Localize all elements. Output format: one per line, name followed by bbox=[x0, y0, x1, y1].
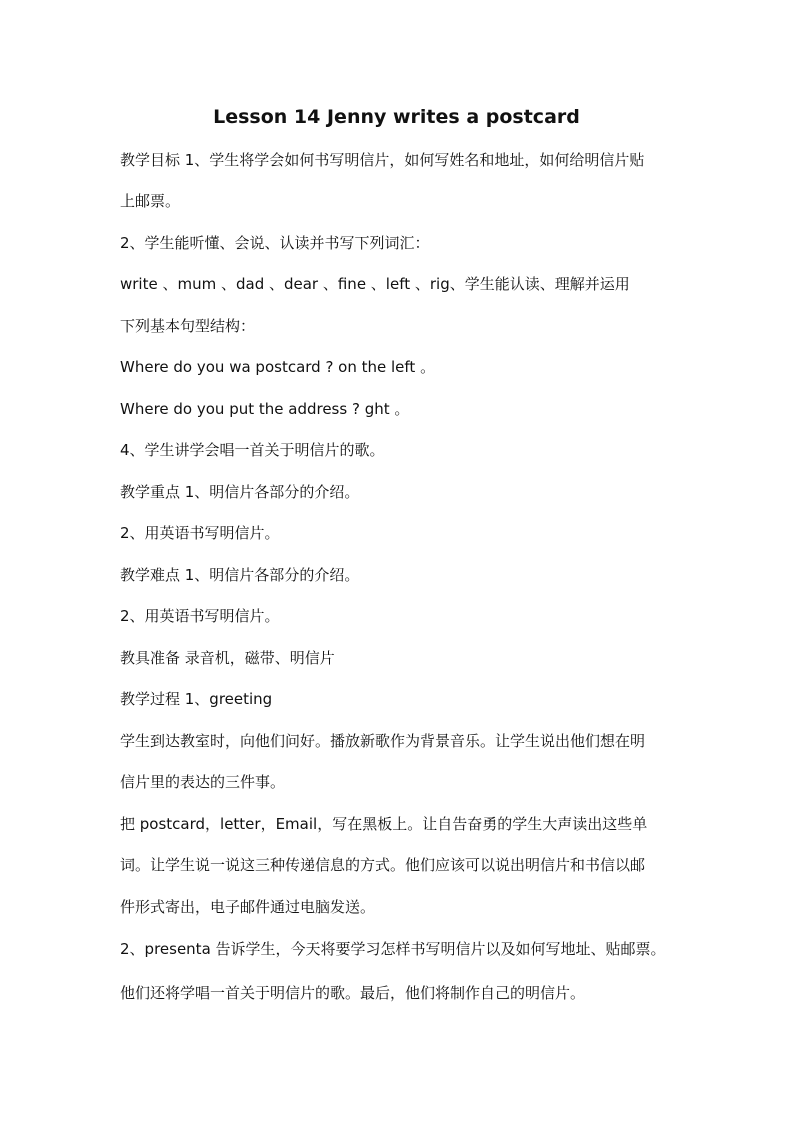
text-line: write 、mum 、dad 、dear 、fine 、left 、rig、学生能认读、理解并运用 bbox=[120, 275, 630, 293]
document-title: Lesson 14 Jenny writes a postcard bbox=[213, 106, 580, 128]
text-line: 件形式寄出，电子邮件通过电脑发送。 bbox=[120, 898, 376, 916]
text-line: 他们还将学唱一首关于明信片的歌。最后，他们将制作自己的明信片。 bbox=[120, 984, 586, 1002]
text-line: 教具准备 录音机，磁带、明信片 bbox=[120, 649, 335, 667]
text-line: 2、presenta 告诉学生，今天将要学习怎样书写明信片以及如何写地址、贴邮票。 bbox=[120, 940, 666, 958]
text-line: 2、用英语书写明信片。 bbox=[120, 524, 280, 542]
text-line: 上邮票。 bbox=[120, 192, 181, 210]
text-line: 教学重点 1、明信片各部分的介绍。 bbox=[120, 483, 360, 501]
text-line: Where do you wa postcard ? on the left 。 bbox=[120, 358, 436, 376]
text-line: 教学难点 1、明信片各部分的介绍。 bbox=[120, 566, 360, 584]
text-line: 把 postcard，letter，Email，写在黑板上。让自告奋勇的学生大声读出这些单 bbox=[120, 815, 648, 833]
text-line: 教学目标 1、学生将学会如何书写明信片，如何写姓名和地址，如何给明信片贴 bbox=[120, 151, 645, 169]
text-line: 学生到达教室时，向他们问好。播放新歌作为背景音乐。让学生说出他们想在明 bbox=[120, 732, 646, 750]
text-line: 下列基本句型结构： bbox=[120, 317, 256, 335]
text-line: 2、学生能听懂、会说、认读并书写下列词汇： bbox=[120, 234, 430, 252]
text-line: 信片里的表达的三件事。 bbox=[120, 773, 286, 791]
text-line: 词。让学生说一说这三种传递信息的方式。他们应该可以说出明信片和书信以邮 bbox=[120, 856, 646, 874]
text-line: 4、学生讲学会唱一首关于明信片的歌。 bbox=[120, 441, 385, 459]
text-line: 2、用英语书写明信片。 bbox=[120, 607, 280, 625]
text-line: Where do you put the address ? ght 。 bbox=[120, 400, 410, 418]
text-line: 教学过程 1、greeting bbox=[120, 690, 273, 708]
